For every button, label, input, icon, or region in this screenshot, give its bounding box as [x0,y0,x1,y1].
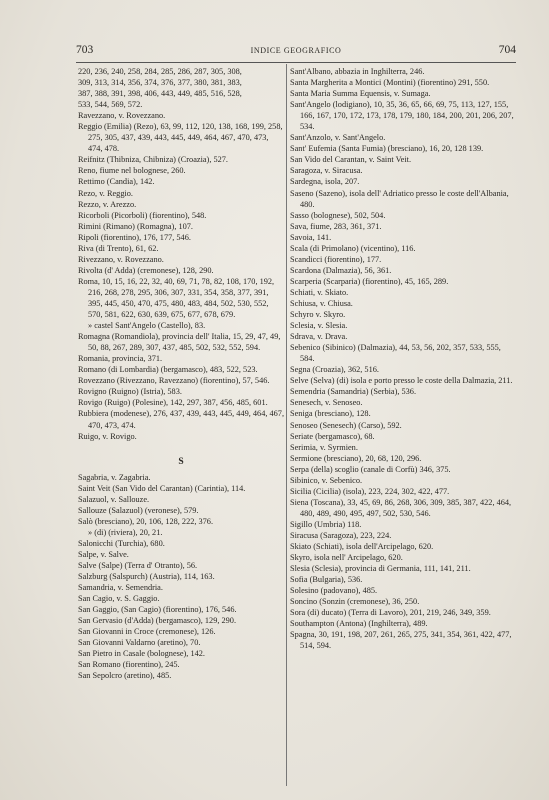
running-title: INDICE GEOGRAFICO [250,46,342,55]
index-entry: Sasso (bolognese), 502, 504. [290,210,386,220]
index-entry: 309, 313, 314, 356, 374, 376, 377, 380, 381, 383, [78,78,242,88]
index-entry: Scala (di Primolano) (vicentino), 116. [290,243,416,253]
index-entry: Ravezzano, v. Rovezzano. [78,111,166,121]
index-entry: Samandria, v. Semendria. [78,583,163,593]
index-entry: Sava, fiume, 283, 361, 371. [290,221,382,231]
index-entry: Sagabria, v. Zagabria. [78,472,151,482]
index-entry: Ruigo, v. Rovigo. [78,431,137,441]
index-entry: Spagna, 30, 191, 198, 207, 261, 265, 275, 341, 354, 361, 422, 477, 514, 594. [290,630,512,651]
index-entry: Sicilia (Cicilia) (isola), 223, 224, 302, 422, 477. [290,486,450,496]
left-column [78,66,284,682]
index-entry: Romagna (Romandiola), provincia dell' Italia, 15, 29, 47, 49, 50, 88, 267, 289, 307, 437, 485, 502, 532, 552, 594. [78,332,281,353]
index-entry: Rimini (Rimano) (Romagna), 107. [78,221,193,231]
index-entry: San Giovanni Valdarno (aretino), 70. [78,638,201,648]
index-entry: Sant'Albano, abbazia in Inghilterra, 246. [290,67,425,76]
index-entry: Rettimo (Candia), 142. [78,177,155,187]
index-entry: San Gaggio, (San Cagio) (fiorentino), 176, 546. [78,605,237,615]
index-entry: Sigillo (Umbria) 118. [290,519,362,529]
index-entry: San Gervasio (d'Adda) (bergamasco), 129, 290. [78,616,237,626]
index-entry: Rovigo (Ruigo) (Polesine), 142, 297, 387, 456, 485, 601. [78,398,268,408]
index-entry: Semendria (Samandria) (Serbia), 536. [290,387,417,397]
index-entry: Seriate (bergamasco), 68. [290,431,375,441]
index-entry: Sebenico (Sibinico) (Dalmazia), 44, 53, 56, 202, 357, 533, 555, 584. [290,343,501,364]
index-entry: Ricorboli (Picorboli) (fiorentino), 548. [78,210,207,220]
index-entry: Romano (di Lombardia) (bergamasco), 483, 522, 523. [78,365,258,375]
right-column [290,66,516,651]
index-entry: Scandicci (fiorentino), 177. [290,254,382,264]
index-entry: Senesech, v. Senoseo. [290,398,363,408]
index-entry: Southampton (Antona) (Inghilterra), 489. [290,619,428,629]
index-entry: Santa Maria Summa Equensis, v. Sumaga. [290,89,431,99]
index-entry: Saseno (Sazeno), isola dell' Adriatico presso le coste dell'Albania, 480. [290,188,509,209]
index-entry: 220, 236, 240, 258, 284, 285, 286, 287, 305, 308, [78,67,242,76]
index-entry: Reggio (Emilia) (Rezo), 63, 99, 112, 120, 138, 168, 199, 258, 275, 305, 437, 439, 443, 445, 449, 464, 467, 470, 473, 474, 478. [78,122,283,154]
index-entry: Sermione (bresciano), 20, 68, 120, 296. [290,453,422,463]
index-entry: Sora (di) ducato) (Terra di Lavoro), 201, 219, 246, 349, 359. [290,608,491,618]
index-entry: Salonicchi (Turchia), 680. [78,538,165,548]
index-entry: Reno, fiume nel bolognese, 260. [78,166,186,176]
page-number-left: 703 [76,44,94,56]
index-entry: Rivolta (d' Adda) (cremonese), 128, 290. [78,265,214,275]
section-letter: S [178,456,184,467]
column-divider [286,64,287,786]
index-entry: Saint Veit (San Vido del Carantan) (Carintia), 114. [78,483,246,493]
index-entry: Sallouze (Salazuol) (veronese), 579. [78,505,199,515]
index-entry: Sofia (Bulgaria), 536. [290,575,363,585]
index-entry: Rubbiera (modenese), 276, 437, 439, 443, 445, 449, 464, 467, 470, 473, 474. [78,409,285,430]
index-entry: Scarperia (Scarparia) (fiorentino), 45, 165, 289. [290,276,449,286]
index-entry: San Pietro in Casale (bolognese), 142. [78,649,205,659]
index-entry: Siena (Toscana), 33, 45, 69, 86, 268, 306, 309, 385, 387, 422, 464, 480, 489, 490, 495, 497, 502, 530, 546. [290,497,512,518]
index-entry: Schyro v. Skyro. [290,310,346,320]
index-entry: Selve (Selva) (di) isola e porto presso le coste della Dalmazia, 211. [290,376,513,386]
index-entry: Sant'Anzolo, v. Sant'Angelo. [290,133,386,143]
index-entry: Skyro, isola nell' Arcipelago, 620. [290,553,403,563]
index-entry: Santa Margherita a Montici (Montini) (fiorentino) 291, 550. [290,78,490,88]
index-entry: Salzburg (Salspurch) (Austria), 114, 163. [78,572,215,582]
index-entry: Sant' Eufemia (Santa Fumia) (bresciano), 16, 20, 128 139. [290,144,484,154]
index-entry: Sant'Angelo (lodigiano), 10, 35, 36, 65, 66, 69, 75, 113, 127, 155, 166, 167, 170, 172, 173, 178, 179, 180, 184, 200, 201, 206, 207, 534. [290,100,514,132]
index-entry: San Romano (fiorentino), 245. [78,660,180,670]
index-entry: Sardegna, isola, 207. [290,177,360,187]
index-entry: San Cagio, v. S. Gaggio. [78,594,160,604]
index-entry: Schiati, v. Skiato. [290,287,349,297]
index-entry: Seniga (bresciano), 128. [290,409,371,419]
index-entry: » (di) (riviera), 20, 21. [88,527,163,537]
index-entry: » castel Sant'Angelo (Castello), 83. [88,321,206,331]
index-entry: Salve (Salpe) (Terra d' Otranto), 56. [78,561,198,571]
index-entry: Segna (Croazia), 362, 516. [290,365,379,375]
index-entry: Sclesia, v. Slesia. [290,321,348,331]
index-entry: Sdrava, v. Drava. [290,332,348,342]
index-entry: Serpa (della) scoglio (canale di Corfù) 346, 375. [290,464,451,474]
page-header [76,44,516,62]
index-entry: San Sepolcro (aretino), 485. [78,671,172,681]
index-entry: Serimia, v. Syrmien. [290,442,358,452]
index-entry: Salpe, v. Salve. [78,549,129,559]
index-entry: Rezzo, v. Arezzo. [78,199,137,209]
index-entry: Rovezzano (Rivezzano, Ravezzano) (fiorentino), 57, 546. [78,376,270,386]
index-entry: Roma, 10, 15, 16, 22, 32, 40, 69, 71, 78, 82, 108, 170, 192, 216, 268, 278, 295, 306, 307, 331, 354, 358, 377, 391, 395, 445, 450, 470, 475, 480, 483, 484, 502, 530, 552, 570, 581, 622, 630, 639, 675, 677, 678, 679. [78,276,275,320]
index-entry: Savoia, 141. [290,232,332,242]
index-entry: Rovigno (Ruigno) (Istria), 583. [78,387,182,397]
index-entry: Riva (di Trento), 61, 62. [78,243,159,253]
page-number-right: 704 [498,44,516,56]
index-entry: Romania, provincia, 371. [78,354,163,364]
index-entry: Soncino (Sonzin (cremonese), 36, 250. [290,597,420,607]
index-entry: Solesino (padovano), 485. [290,586,378,596]
index-entry: Saragoza, v. Siracusa. [290,166,363,176]
index-entry: Siracusa (Saragoza), 223, 224. [290,530,392,540]
index-entry: 533, 544, 569, 572. [78,100,143,110]
index-entry: Ripoli (fiorentino), 176, 177, 546. [78,232,191,242]
index-entry: Skiato (Schiati), isola dell'Arcipelago, 620. [290,542,434,552]
index-entry: Reifnitz (Thibniza, Chibniza) (Croazia), 527. [78,155,228,165]
index-entry: Rezo, v. Reggio. [78,188,133,198]
header-rule [76,62,516,63]
index-entry: Slesia (Sclesia), provincia di Germania, 111, 141, 211. [290,564,471,574]
index-entry: Sibinico, v. Sebenico. [290,475,363,485]
index-entry: San Vido del Carantan, v. Saint Veit. [290,155,412,165]
index-entry: Schiusa, v. Chiusa. [290,298,353,308]
index-entry: 387, 388, 391, 398, 406, 443, 449, 485, 516, 528, [78,89,242,99]
index-entry: Rivezzano, v. Rovezzano. [78,254,164,264]
index-entry: San Giovanni in Croce (cremonese), 126. [78,627,216,637]
index-entry: Salazuol, v. Sallouze. [78,494,150,504]
index-entry: Scardona (Dalmazia), 56, 361. [290,265,392,275]
index-entry: Salò (bresciano), 20, 106, 128, 222, 376. [78,516,214,526]
index-entry: Senoseo (Senesech) (Carso), 592. [290,420,402,430]
